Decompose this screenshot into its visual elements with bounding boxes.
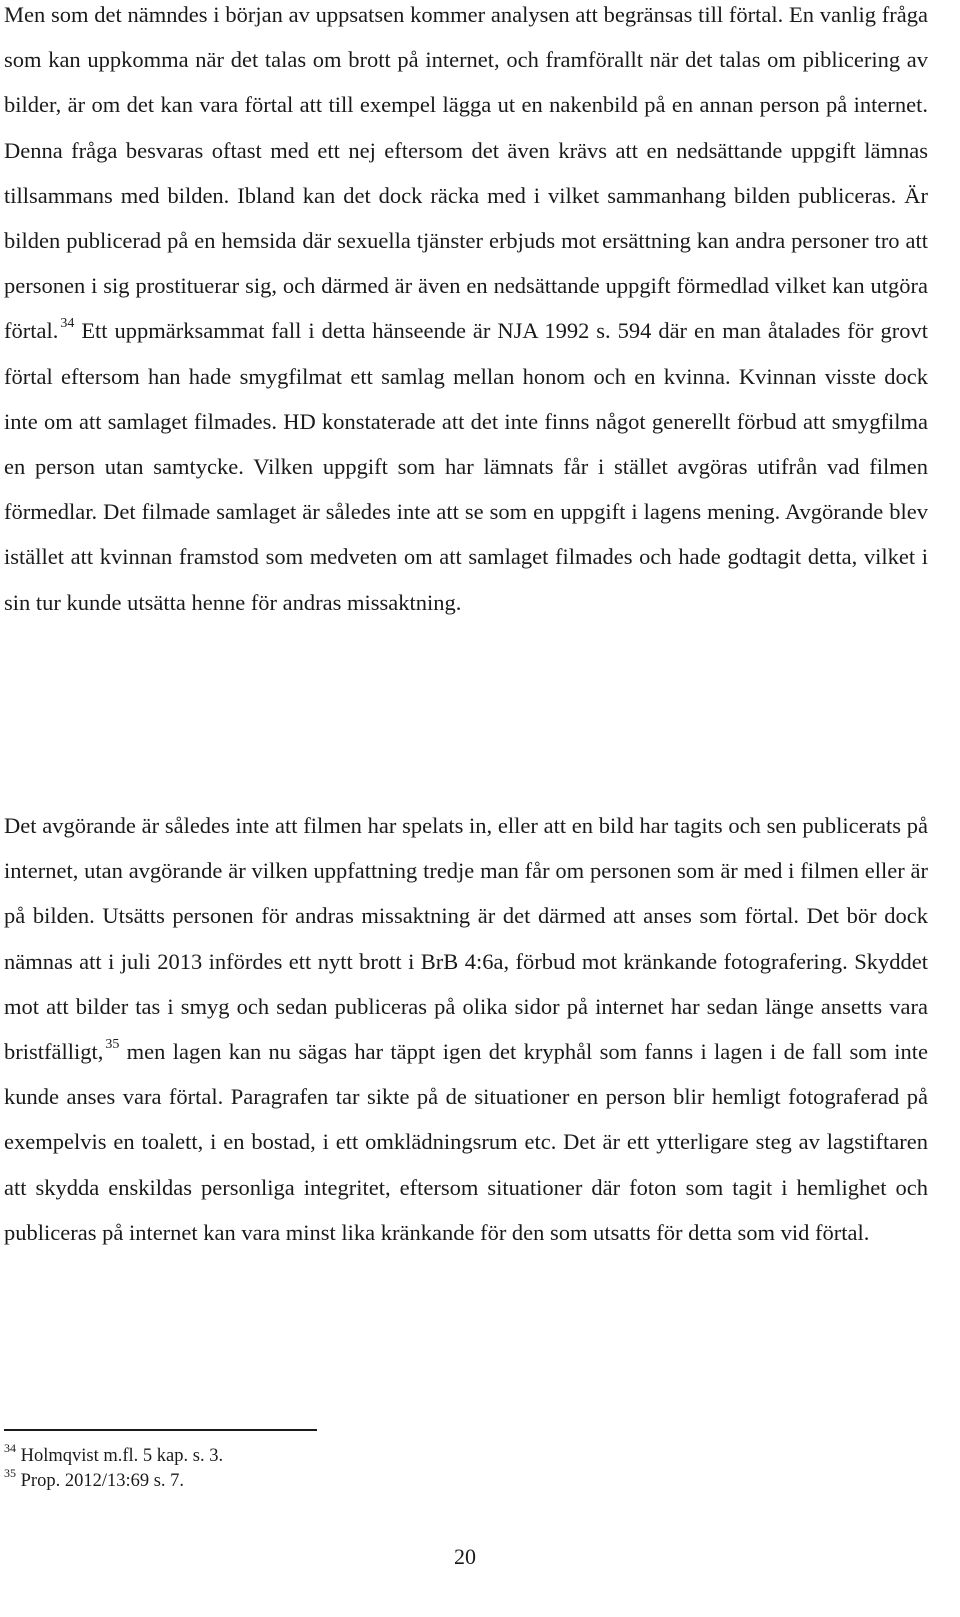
footnote-separator — [4, 1429, 317, 1431]
footnote-reference-35[interactable]: 35 — [105, 1036, 120, 1052]
footnote-34-text: Holmqvist m.fl. 5 kap. s. 3. — [16, 1446, 224, 1466]
footnote-34 — [4, 1440, 224, 1467]
footnote-34-number: 34 — [4, 1440, 16, 1455]
footnote-reference-34[interactable]: 34 — [60, 315, 75, 331]
paragraph-2-text-b: men lagen kan nu sägas har täppt igen det kryphål som fanns i lagen i de fall som inte kunde anses vara förtal. Paragrafen tar sikte på de situationer en person blir hemligt fotograferad på exempelvis en toalett, i en bostad, i ett omklädningsrum etc. Det är ett ytterligare steg av lagstiftaren att skydda enskildas personliga integritet, eftersom situationer där foton som tagit i hemlighet och publiceras på internet kan vara minst lika kränkande för den som utsatts för detta som vid förtal. — [4, 1039, 928, 1245]
body-paragraph-1 — [4, 0, 928, 625]
page-number: 20 — [454, 1544, 476, 1569]
footnote-35 — [4, 1465, 185, 1492]
footnote-35-text: Prop. 2012/13:69 s. 7. — [16, 1471, 185, 1491]
body-paragraph-2 — [4, 803, 928, 1255]
paragraph-1-text-a: Men som det nämndes i början av uppsatsen kommer analysen att begränsas till förtal. En vanlig fråga som kan uppkomma när det talas om brott på internet, och framförallt när det talas om piblicering av bilder, är om det kan vara förtal att till exempel lägga ut en nakenbild på en annan person på internet. Denna fråga besvaras oftast med ett nej eftersom det även krävs att en nedsättande uppgift lämnas tillsammans med bilden. Ibland kan det dock räcka med i vilket sammanhang bilden publiceras. Är bilden publicerad på en hemsida där sexuella tjänster erbjuds mot ersättning kan andra personer tro att personen i sig prostituerar sig, och därmed är även en nedsättande uppgift förmedlad vilket kan utgöra förtal. — [4, 2, 928, 344]
paragraph-1-text-b: Ett uppmärksammat fall i detta hänseende är NJA 1992 s. 594 där en man åtalades för grovt förtal eftersom han hade smygfilmat ett samlag mellan honom och en kvinna. Kvinnan visste dock inte om att samlaget filmades. HD konstaterade att det inte finns något generellt förbud att smygfilma en person utan samtycke. Vilken uppgift som har lämnats får i stället avgöras utifrån vad filmen förmedlar. Det filmade samlaget är således inte att se som en uppgift i lagens mening. Avgörande blev istället att kvinnan framstod som medveten om att samlaget filmades och hade godtagit detta, vilket i sin tur kunde utsätta henne för andras missaktning. — [4, 318, 928, 615]
paragraph-2-text-a: Det avgörande är således inte att filmen har spelats in, eller att en bild har tagits och sen publicerats på internet, utan avgörande är vilken uppfattning tredje man får om personen som är med i filmen eller är på bilden. Utsätts personen för andras missaktning är det därmed att anses som förtal. Det bör dock nämnas att i juli 2013 infördes ett nytt brott i BrB 4:6a, förbud mot kränkande fotografering. Skyddet mot att bilder tas i smyg och sedan publiceras på olika sidor på internet har sedan länge ansetts vara bristfälligt, — [4, 813, 928, 1065]
footnote-35-number: 35 — [4, 1465, 16, 1480]
